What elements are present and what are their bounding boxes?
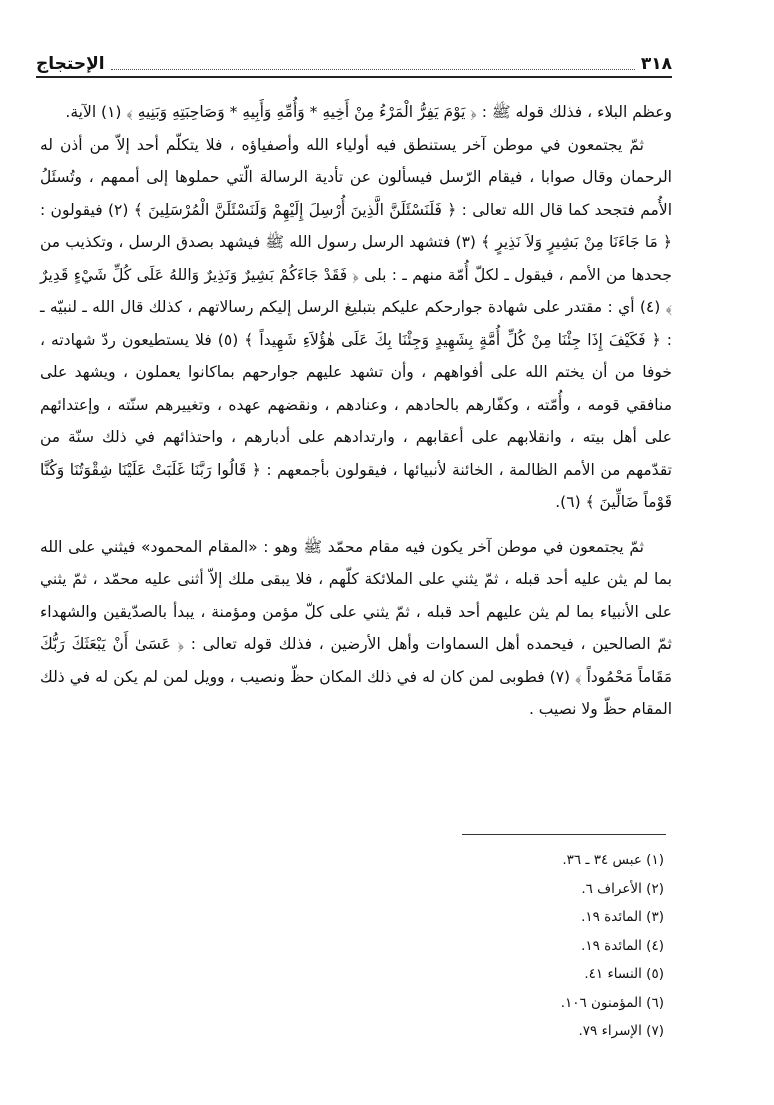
footnotes-list [364, 846, 664, 1046]
footnote: (٥) النساء ٤١. [584, 966, 664, 982]
footnote-separator [462, 834, 666, 835]
footnote: (٤) المائدة ١٩. [581, 937, 664, 954]
paragraph: ثمّ يجتمعون في موطن آخر يكون فيه مقام محمّد ﷺ وهو : «المقام المحمود» فيثني على الله بما لم يثن عليه أحد قبله ، ثمّ يثني على الملائكة كلّهم ، فلا يبقى ملك إلاّ أثنى عليه محمّد ، ثمّ يثني على الأنبياء بما لم يثن عليهم أحد قبله ، ثمّ يثني على كلّ مؤمن ومؤمنة ، يبدأ بالصدّيقين والشهداء ثمّ الصالحين ، فيحمده أهل السماوات وأهل الأرضين ، فذلك قوله تعالى : ﴿ عَسَىٰ أَنْ يَبْعَثَكَ رَبُّكَ مَقَاماً مَحْمُوداً ﴾ (٧) فطوبى لمن كان له في ذلك المكان حظّ ونصيب ، وويل لمن لم يكن له في ذلك المقام حظّ ولا نصيب . [40, 537, 673, 718]
header-leader-dots [111, 69, 635, 70]
page-number: ٣١٨ [640, 54, 672, 74]
running-title: الإحتجاج [36, 54, 105, 74]
footnote: (٧) الإسراء ٧٩. [578, 1023, 664, 1039]
main-text [40, 96, 672, 726]
paragraph: ثمّ يجتمعون في موطن آخر يستنطق فيه أولياء الله وأصفياؤه ، فلا يتكلّم أحد إلاّ من أذن له الرحمان وقال صوابا ، فيقام الرّسل فيسألون عن تأدية الرسالة الّتي حملوها إلى أممهم ، وتُسئَلُ الأُمم فتجحد كما قال الله تعالى : ﴿ فَلَنَسْئَلَنَّ الَّذِينَ أُرْسِلَ إِلَيْهِمْ وَلَنَسْئَلَنَّ الْمُرْسَلِينَ ﴾ (٢) فيقولون : ﴿ مَا جَاءَنَا مِنْ بَشِيرٍ وَلاَ نَذِيرٍ ﴾ (٣) فتشهد الرسل رسول الله ﷺ فيشهد بصدق الرسل ، وتكذيب من جحدها من الأمم ، فيقول ـ لكلّ أُمّة منهم ـ : بلى ﴿ فَقَدْ جَاءَكُمْ بَشِيرٌ وَنَذِيرٌ وَاللهُ عَلَى كُلِّ شَيْءٍ قَدِيرٌ ﴾ (٤) أي : مقتدر على شهادة جوارحكم عليكم بتبليغ الرسل إليكم رسالاتهم ، كذلك قال الله ـ لنبيّه ـ : ﴿ فَكَيْفَ إِذَا جِئْنَا مِنْ كُلِّ أُمَّةٍ بِشَهِيدٍ وَجِئْنَا بِكَ عَلَى هٰؤُلاَءِ شَهِيداً ﴾ (٥) فلا يستطيعون ردّ شهادته ، خوفا من أن يختم الله على أفواههم ، وأن تشهد عليهم جوارحهم بماكانوا يعملون ، ويشهد على منافقي قومه ، وأُمّته ، وكفّارهم بالحادهم ، وعنادهم ، ونقضهم عهده ، وتغييرهم سنّته ، وإعتدائهم على أهل بيته ، وانقلابهم على أعقابهم ، وارتدادهم على أدبارهم ، واحتذائهم في ذلك سنّة من تقدّمهم من الأمم الظالمة ، الخائنة لأنبيائها ، فيقولون بأجمعهم : ﴿ قَالُوا رَبَّنَا غَلَبَتْ عَلَيْنَا شِقْوَتُنَا وَكُنَّا قَوْماً ضَالِّينَ ﴾ (٦). [40, 135, 672, 511]
footnote: (٣) المائدة ١٩. [581, 909, 664, 925]
paragraph: وعظم البلاء ، فذلك قوله ﷺ : ﴿ يَوْمَ يَفِرُّ الْمَرْءُ مِنْ أَخِيهِ * وَأُمِّهِ وَأَبِيهِ * وَصَاحِبَتِهِ وَبَنِيهِ ﴾ (١) الآية. [65, 103, 672, 121]
page-header [36, 44, 672, 78]
footnote: (٦) المؤمنون ١٠٦. [560, 994, 664, 1011]
footnote: (١) عبس ٣٤ ـ ٣٦. [562, 852, 664, 868]
footnote: (٢) الأعراف ٦. [581, 880, 664, 897]
